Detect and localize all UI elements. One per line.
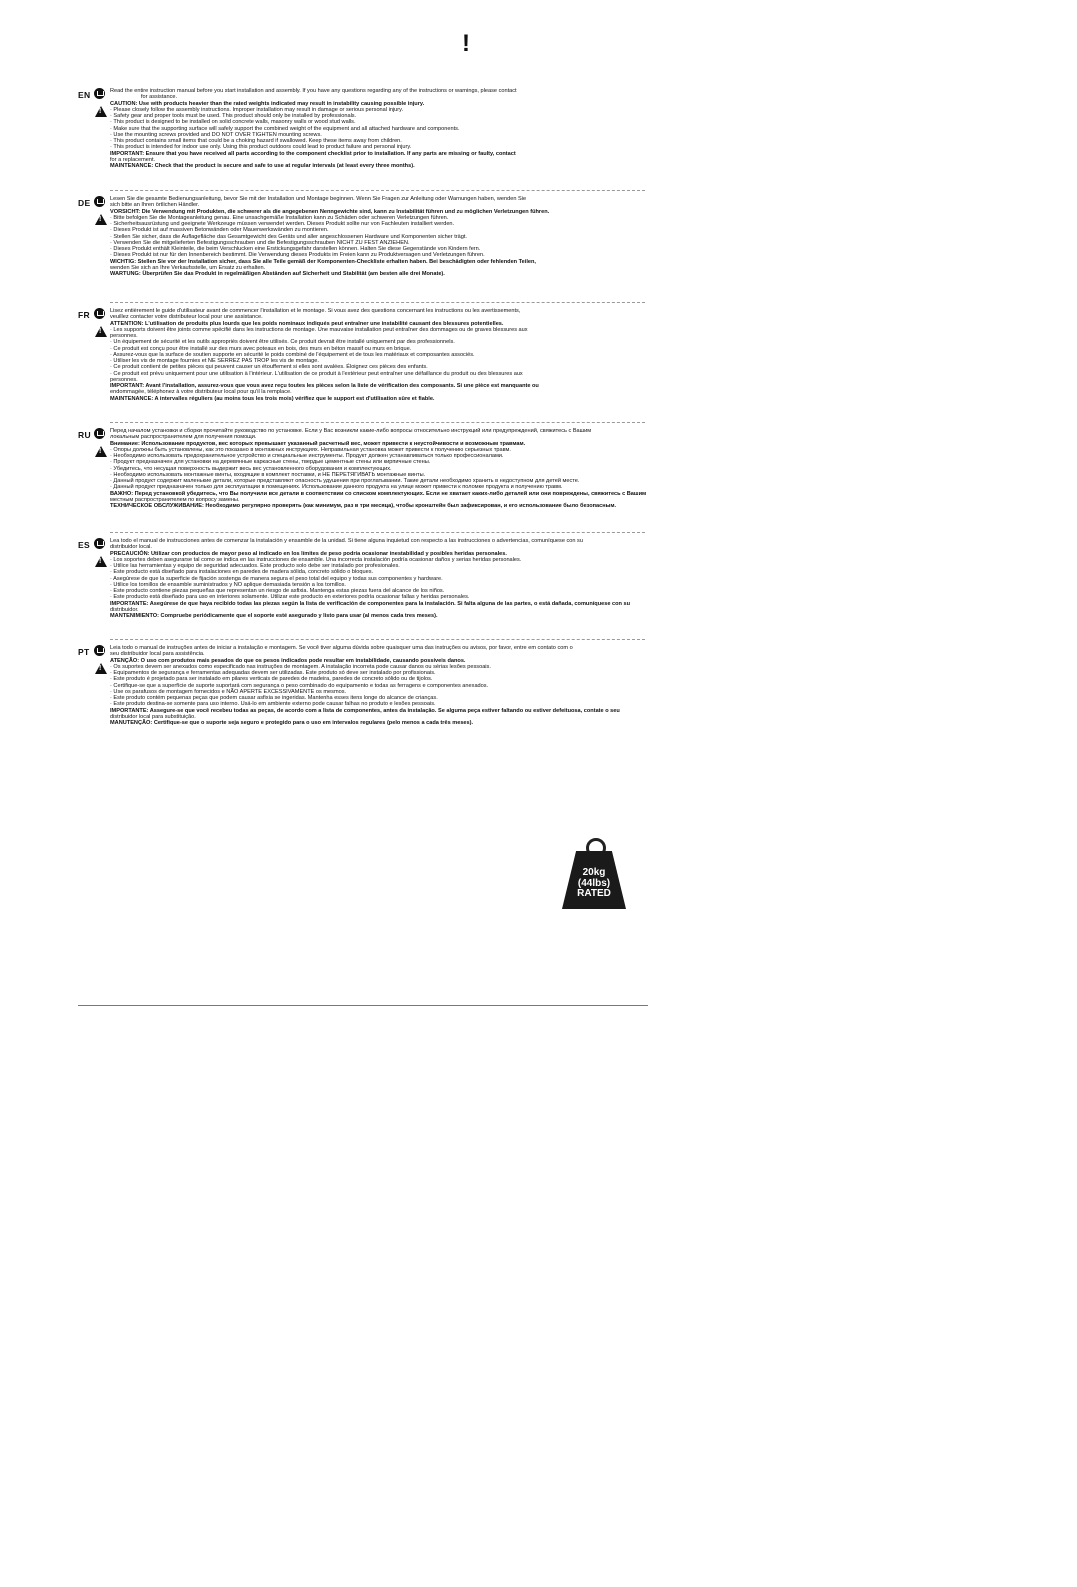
text-line: MAINTENANCE: Check that the product is secure and safe to use at regular intervals (at least every three months). (110, 163, 415, 169)
text-line: · Sicherheitsausrüstung und geeignete Werkzeuge müssen verwendet werden. Dieses Produkt sollte nur von Fachleuten installiert werden. (110, 221, 455, 227)
caution-triangle-icon (95, 106, 107, 117)
text-line: · Dieses Produkt ist auf massiven Betonwänden oder Mauerwerkswänden zu montieren. (110, 227, 329, 234)
text-line: · Make sure that the supporting surface will safely support the combined weight of the equipment and all attached hardware and components. (110, 125, 460, 132)
text-line: WARTUNG: Überprüfen Sie das Produkt in regelmäßigen Abständen auf Sicherheit und Stabilität (am besten alle drei Monate). (110, 271, 445, 277)
text-line: · Utiliser les vis de montage fournies et NE SERREZ PAS TROP les vis de montage. (110, 358, 319, 364)
text-line: for assistance. (141, 94, 178, 101)
text-line: локальным распространителем для получения помощи. (110, 434, 257, 441)
read-manual-icon (94, 428, 105, 439)
text-line: · Данный продукт предназначен только для эксплуатации в помещениях. Использование данного продукта на улице может привести к поломке продукта и получению травм. (110, 484, 563, 491)
text-line: · Utilice los tornillos de ensamble suministrados y NO aplique demasiada tensión a los tornillos. (110, 581, 346, 588)
text-line: · Продукт предназначен для установки на деревянные каркасные стены, твердые цементные стены или кирпичные стены. (110, 459, 431, 466)
text-line: · Asegúrese de que la superficie de fijación sostenga de manera segura el peso total del equipo y todas sus componentes y hardware. (110, 575, 443, 582)
text-line: · Este producto contiene piezas pequeñas que representan un riesgo de asfixia. Mantenga estas piezas fuera del alcance de los niños. (110, 588, 445, 594)
text-line: for a replacement. (110, 156, 156, 163)
text-line: · Убедитесь, что несущая поверхность выдержит весь вес установленного оборудования и комплектующих. (110, 465, 392, 472)
text-line: · Certifique-se que a superfície de suporte suportará com segurança o peso combinado do equipamento e todas as ferragens e componentes anexados. (110, 682, 489, 689)
section-text (110, 196, 653, 277)
caution-triangle-icon (95, 663, 107, 674)
section-divider (110, 532, 645, 533)
language-code: DE (78, 198, 91, 208)
text-line: · Необходимо использовать предохранительное устройство и специальные инструменты. Продукт должен устанавливаться только профессионалами. (110, 453, 504, 459)
text-line: · Este produto destina-se somente para uso interno. Usá-lo em ambiente externo pode causar falhas no produto e lesões pessoais. (110, 701, 436, 708)
section-divider (110, 302, 645, 303)
text-line: · Ce produit est conçu pour être installé sur des murs avec poteaux en bois, des murs en béton massif ou murs en brique. (110, 345, 412, 352)
text-line: ТЕХНИЧЕСКОЕ ОБСЛУЖИВАНИЕ: Необходимо регулярно проверять (как минимум, раз в три месяца), чтобы кронштейн был зафиксирован, и его использование было безопасным. (110, 503, 617, 509)
page-divider (78, 1005, 648, 1006)
text-line: distribuidor local para substituição. (110, 713, 196, 720)
text-line: · Необходимо использовать монтажные винты, входящие в комплект поставки, и НЕ ПЕРЕТЯГИВАТЬ монтажные винты. (110, 471, 426, 478)
text-line: ATTENTION: L'utilisation de produits plus lourds que les poids nominaux indiqués peut entraîner une instabilité causant des blessures potentielles. (110, 320, 504, 327)
section-pt (78, 645, 653, 726)
text-line: · This product contains small items that could be a choking hazard if swallowed. Keep these items away from children. (110, 138, 402, 144)
language-code: EN (78, 90, 91, 100)
language-code: RU (78, 430, 91, 440)
text-line: Lea todo el manual de instrucciones antes de comenzar la instalación y ensamble de la unidad. Si tiene alguna inquietud con respecto a las instrucciones o advertencias, comuníquese con su (110, 538, 583, 544)
text-line: VORSICHT: Die Verwendung mit Produkten, die schwerer als die angegebenen Nenngewichte sind, kann zu Instabilität führen und zu möglichen Verletzungen führen. (110, 208, 550, 215)
text-line: · Este produto contém pequenas peças que podem causar asfixia se ingeridas. Mantenha esses itens longe do alcance de crianças. (110, 695, 438, 701)
text-line: · Os suportes devem ser anexados como especificado nas instruções de montagem. A instalação incorreta pode causar danos ou sérias lesões pessoais. (110, 663, 491, 670)
caution-triangle-icon (95, 446, 107, 457)
text-line: PRECAUCIÓN: Utilizar con productos de mayor peso al indicado en los límites de peso podría ocasionar inestabilidad y posibles heridas personales. (110, 550, 507, 557)
text-line: IMPORTANTE: Assegure-se que você recebeu todas as peças, de acordo com a lista de componentes, antes da instalação. Se alguma peça estiver faltando ou estiver defeituosa, contate o seu (110, 707, 620, 714)
text-line: CAUTION: Use with products heavier than the rated weights indicated may result in instability causing possible injury. (110, 100, 425, 107)
section-text (110, 308, 653, 402)
text-line: IMPORTANT: Avant l'installation, assurez-vous que vous avez reçu toutes les pièces selon la liste de vérification des composants. Si une pièce est manquante ou (110, 383, 539, 389)
text-line: · Please closely follow the assembly instructions. Improper installation may result in damage or serious personal injury. (110, 106, 404, 113)
section-text (110, 538, 653, 619)
section-ru (78, 428, 653, 509)
text-line: ATENÇÃO: O uso com produtos mais pesados do que os pesos indicados pode resultar em instabilidade, causando possíveis danos. (110, 657, 466, 664)
text-line: · Use os parafusos de montagem fornecidos e NÃO APERTE EXCESSIVAMENTE os mesmos. (110, 688, 347, 695)
caution-triangle-icon (95, 326, 107, 337)
section-fr (78, 308, 653, 402)
read-manual-icon (94, 308, 105, 319)
text-line: IMPORTANT: Ensure that you have received all parts according to the component checklist prior to installation. If any parts are missing or faulty, contact (110, 150, 516, 157)
text-line: MANUTENÇÃO: Certifique-se que o suporte seja seguro e protegido para o uso em intervalos regulares (pelo menos a cada três meses). (110, 720, 474, 726)
text-line: wenden Sie sich an Ihre Verkaufsstelle, um Ersatz zu erhalten. (110, 264, 266, 271)
text-line: · Este producto está diseñado para instalaciones en paredes de madera sólida, concreto sólido o bloques. (110, 569, 374, 576)
text-line: distribuidor local. (110, 544, 152, 551)
text-line: · Bitte befolgen Sie die Montageanleitung genau. Eine unsachgemäße Installation kann zu Schäden oder schweren Verletzungen führen. (110, 214, 449, 221)
text-line: · Ce produit contient de petites pièces qui peuvent causer un étouffement si elles sont avalées. Éloignez ces pièces des enfants. (110, 364, 428, 371)
caution-triangle-icon (95, 556, 107, 567)
section-text (110, 428, 653, 509)
text-line: MAINTENANCE: A intervalles réguliers (au moins tous les trois mois) vérifiez que le support est d'utilisation sûre et fiable. (110, 395, 435, 402)
text-line: · Use the mounting screws provided and DO NOT OVER TIGHTEN mounting screws. (110, 131, 322, 138)
text-line: · Опоры должны быть установлены, как это показано в монтажных инструкциях. Неправильная установка может привести к получению серьезных травм. (110, 446, 511, 453)
section-divider (110, 422, 645, 423)
text-line: · Stellen Sie sicher, dass die Auflagefläche das Gesamtgewicht des Geräts und aller angeschlossenen Hardware und Komponenten sicher trägt. (110, 233, 467, 240)
read-manual-icon (94, 88, 105, 99)
text-line: · Utilice las herramientas y equipo de seguridad adecuados. Este producto solo debe ser instalado por profesionales. (110, 563, 400, 569)
language-code: PT (78, 647, 90, 657)
text-line: Lisez entièrement le guide d'utilisateur avant de commencer l'installation et le montage. Si vous avez des questions concernant les instructions ou les avertissements, (110, 308, 521, 314)
text-line: WICHTIG: Stellen Sie vor der Installation sicher, dass Sie alle Teile gemäß der Komponenten-Checkliste erhalten haben. Bei beschädigten oder fehlenden Teilen, (110, 258, 536, 265)
text-line: Перед началом установки и сборки прочитайте руководство по установке. Если у Вас возникли какие-либо вопросы относительно инструкций или предупреждений, свяжитесь с Вашим (110, 428, 592, 434)
section-en (78, 88, 653, 169)
weight-lbs: (44lbs) (577, 877, 611, 889)
section-es (78, 538, 653, 619)
language-code: FR (78, 310, 90, 320)
text-line: distribuidor. (110, 606, 139, 613)
text-line: местным распространителем по вопросу замены. (110, 496, 240, 503)
section-text (110, 645, 653, 726)
text-line: IMPORTANTE: Asegúrese de que haya recibido todas las piezas según la lista de verificación de componentes para la instalación. Si falta alguna de las partes, o está dañada, comuníquese con su (110, 600, 631, 607)
section-divider (110, 190, 645, 191)
text-line: endommagée, téléphonez à votre distributeur local pour qu'il la remplace. (110, 389, 292, 396)
text-line: · This product is intended for indoor use only. Using this product outdoors could lead to product failure and personal injury. (110, 144, 412, 151)
text-line: MANTENIMIENTO: Compruebe periódicamente que el soporte esté asegurado y listo para usar (al menos cada tres meses). (110, 613, 438, 619)
section-text (110, 88, 653, 169)
text-line: · Este produto é projetado para ser instalado em pilares verticais de paredes de madeira, paredes de concreto sólido ou de tijolos. (110, 676, 433, 683)
text-line: · Un équipement de sécurité et les outils appropriés doivent être utilisés. Ce produit devrait être installé uniquement par des professionnels. (110, 339, 455, 346)
text-line: · Verwenden Sie die mitgelieferten Befestigungsschrauben und die Befestigungsschrauben NICHT ZU FEST ANZIEHEN. (110, 239, 410, 246)
text-line: Lesen Sie die gesamte Bedienungsanleitung, bevor Sie mit der Installation und Montage beginnen. Wenn Sie Fragen zur Anleitung oder Warnungen haben, wenden Sie (110, 196, 527, 202)
weight-kg: 20kg (582, 867, 606, 878)
text-line: · Los soportes deben asegurarse tal como se indica en las instrucciones de ensamble. Una incorrecta instalación podría ocasionar daños y serias heridas personales. (110, 556, 522, 563)
weight-rated: RATED (577, 888, 611, 899)
text-line: seu distribuidor local para assistência. (110, 651, 205, 658)
caution-triangle-icon (95, 214, 107, 225)
text-line: · Dieses Produkt ist nur für den Innenbereich bestimmt. Die Verwendung dieses Produkts im Freien kann zu Produktversagen und Verletzungen führen. (110, 252, 485, 259)
read-manual-icon (94, 645, 105, 656)
text-line: ВАЖНО: Перед установкой убедитесь, что Вы получили все детали в соответствии со списком комплектующих. Если не хватает каких-либо деталей или они повреждены, свяжитесь с Вашим (110, 490, 647, 497)
text-line: · This product is designed to be installed on solid concrete walls, masonry walls or wood stud walls. (110, 119, 356, 126)
section-divider (110, 639, 645, 640)
text-line: · Данный продукт содержит маленькие детали, которые представляют опасность удушения при проглатывании. Такие детали необходимо хранить в недоступном для детей месте. (110, 478, 580, 484)
text-line: · Assurez-vous que la surface de soutien supporte en sécurité le poids combiné de l'équipement et de tous les matériaux et composantes associés. (110, 351, 475, 358)
weight-rating-badge (560, 843, 628, 909)
section-de (78, 196, 653, 277)
text-line: Внимание: Использование продуктов, вес которых превышает указанный расчетный вес, может привести к неустойчивости и возможным травмам. (110, 440, 526, 447)
text-line: · Les supports doivent être joints comme spécifié dans les instructions de montage. Une mauvaise installation peut entraîner des dommages ou de graves blessures aux (110, 326, 528, 333)
text-line: Leia todo o manual de instruções antes de iniciar a instalação e montagem. Se você tiver alguma dúvida sobre quaisquer uma das instruções ou avisos, por favor, entre em contato com o (110, 645, 573, 651)
warning-exclamation: ! (462, 30, 470, 57)
text-line: · Ce produit est prévu uniquement pour une utilisation à l'intérieur. L'utilisation de ce produit à l'extérieur peut entraîner une défaillance du produit ou des blessures aux (110, 370, 523, 377)
language-code: ES (78, 540, 90, 550)
text-line: · Este producto está diseñado para uso en interiores solamente. Utilizar este producto en exteriores podría ocasionar fallas y heridas personales. (110, 594, 470, 601)
text-line: personnes. (110, 333, 138, 339)
text-line: sich bitte an Ihren örtlichen Händler. (110, 202, 200, 209)
read-manual-icon (94, 196, 105, 207)
text-line: personnes. (110, 376, 138, 383)
text-line: · Dieses Produkt enthält Kleinteile, die beim Verschlucken eine Erstickungsgefahr darstellen können. Halten Sie diese Gegenstände von Kindern fern. (110, 246, 481, 252)
read-manual-icon (94, 538, 105, 549)
text-line: · Equipamentos de segurança e ferramentas adequadas devem ser utilizadas. Este produto só deve ser instalado por profissionais. (110, 670, 436, 676)
text-line: · Safety gear and proper tools must be used. This product should only be installed by professionals. (110, 113, 357, 119)
text-line: veuillez contacter votre distributeur local pour une assistance. (110, 314, 263, 321)
text-line: Read the entire instruction manual before you start installation and assembly. If you have any questions regarding any of the instructions or warnings, please contact (110, 88, 517, 94)
